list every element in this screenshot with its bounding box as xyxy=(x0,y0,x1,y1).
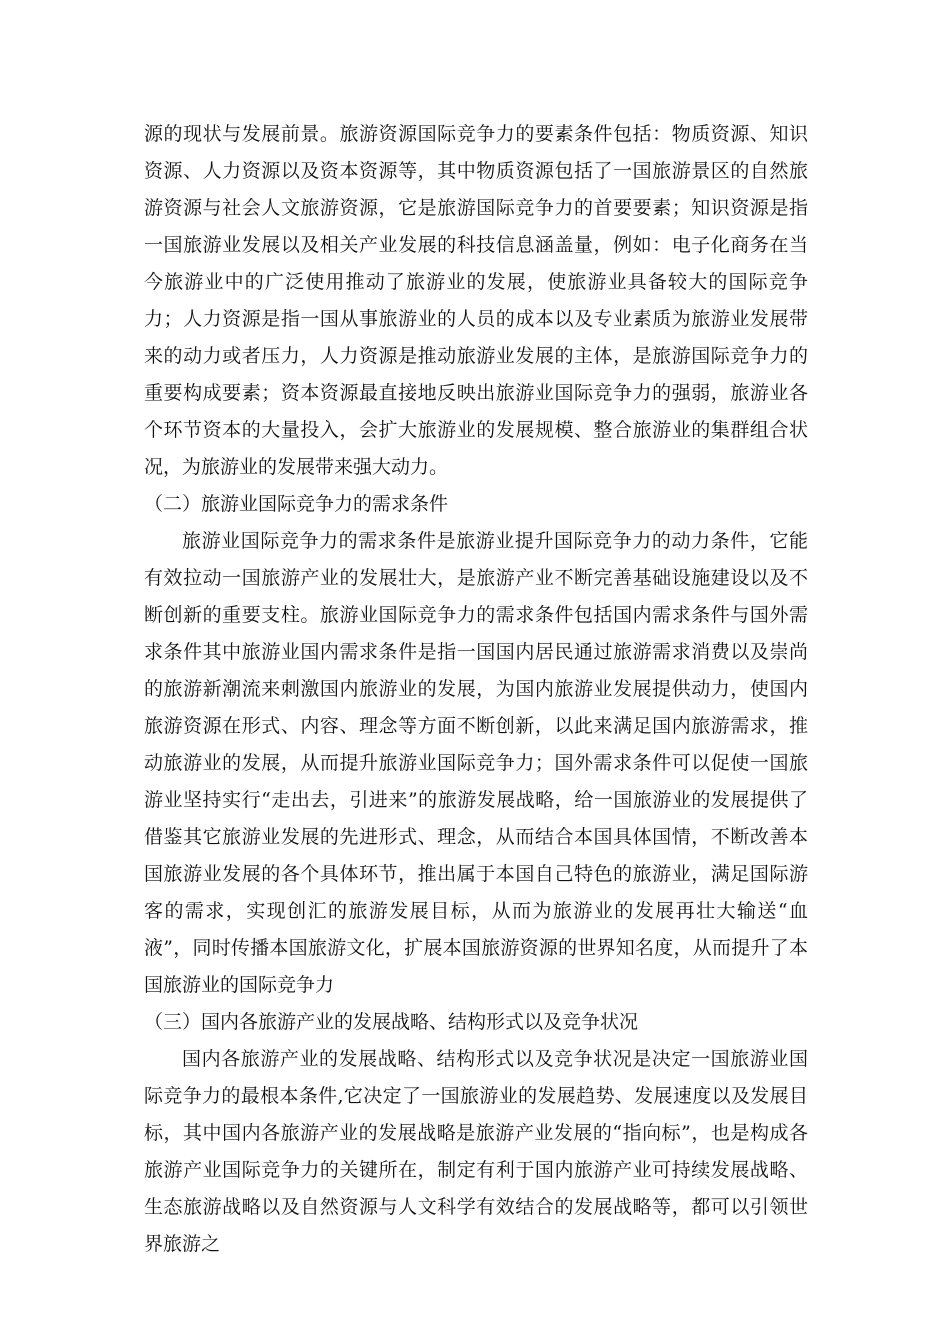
document-page xyxy=(144,116,808,1263)
paragraph-strategy-structure: 国内各旅游产业的发展战略、结构形式以及竞争状况是决定一国旅游业国际竞争力的最根本条件,它决定了一国旅游业的发展趋势、发展速度以及发展目标，其中国内各旅游产业的发展战略是旅游产业发展的“指向标”，也是构成各旅游产业国际竞争力的关键所在，制定有利于国内旅游产业可持续发展战略、生态旅游战略以及自然资源与人文科学有效结合的发展战略等，都可以引领世界旅游之 xyxy=(144,1048,808,1255)
paragraph-demand-conditions: 旅游业国际竞争力的需求条件是旅游业提升国际竞争力的动力条件，它能有效拉动一国旅游产业的发展壮大，是旅游产业不断完善基础设施建设以及不断创新的重要支柱。旅游业国际竞争力的需求条件包括国内需求条件与国外需求条件其中旅游业国内需求条件是指一国国内居民通过旅游需求消费以及崇尚的旅游新潮流来刺激国内旅游业的发展，为国内旅游业发展提供动力，使国内旅游资源在形式、内容、理念等方面不断创新，以此来满足国内旅游需求，推动旅游业的发展，从而提升旅游业国际竞争力；国外需求条件可以促使一国旅游业坚持实行“走出去，引进来”的旅游发展战略，给一国旅游业的发展提供了借鉴其它旅游业发展的先进形式、理念，从而结合本国具体国情，不断改善本国旅游业发展的各个具体环节，推出属于本国自己特色的旅游业，满足国际游客的需求，实现创汇的旅游发展目标，从而为旅游业的发展再壮大输送“血液”，同时传播本国旅游文化，扩展本国旅游资源的世界知名度，从而提升了本国旅游业的国际竞争力 xyxy=(144,530,808,996)
section-heading-strategy-structure: （三）国内各旅游产业的发展战略、结构形式以及竞争状况 xyxy=(144,1011,639,1033)
paragraph-material-resources: 源的现状与发展前景。旅游资源国际竞争力的要素条件包括：物质资源、知识资源、人力资源以及资本资源等，其中物质资源包括了一国旅游景区的自然旅游资源与社会人文旅游资源，它是旅游国际竞争力的首要要素；知识资源是指一国旅游业发展以及相关产业发展的科技信息涵盖量，例如：电子化商务在当今旅游业中的广泛使用推动了旅游业的发展，使旅游业具备较大的国际竞争力；人力资源是指一国从事旅游业的人员的成本以及专业素质为旅游业发展带来的动力或者压力，人力资源是推动旅游业发展的主体，是旅游国际竞争力的重要构成要素；资本资源最直接地反映出旅游业国际竞争力的强弱，旅游业各个环节资本的大量投入，会扩大旅游业的发展规模、整合旅游业的集群组合状况，为旅游业的发展带来强大动力。 xyxy=(144,123,808,478)
section-heading-demand-conditions: （二）旅游业国际竞争力的需求条件 xyxy=(144,493,449,515)
